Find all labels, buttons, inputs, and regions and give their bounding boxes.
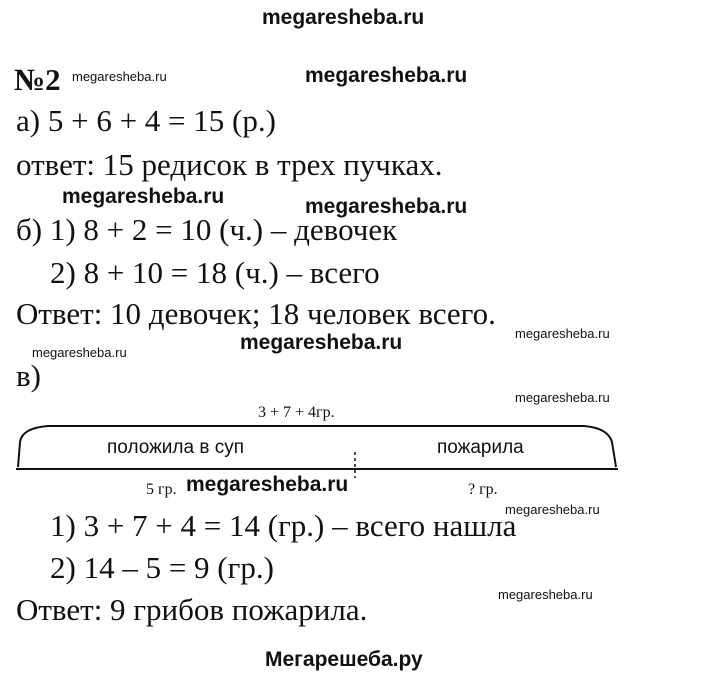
watermark-top: megaresheba.ru — [262, 6, 425, 29]
watermark: megaresheba.ru — [498, 587, 593, 602]
part-b-step2: 2) 8 + 10 = 18 (ч.) – всего — [50, 255, 380, 290]
part-b-step1: б) 1) 8 + 2 = 10 (ч.) – девочек — [16, 212, 398, 247]
diagram-left-label: положила в суп — [107, 437, 245, 458]
watermark: megaresheba.ru — [305, 64, 468, 87]
diagram-right-value: ? гр. — [468, 481, 498, 498]
footer-brand: Мегарешеба.ру — [265, 648, 423, 671]
part-a-answer: ответ: 15 редисок в трех пучках. — [16, 147, 443, 182]
watermark: megaresheba.ru — [32, 345, 127, 360]
watermark: megaresheba.ru — [505, 502, 600, 517]
diagram-total-label: 3 + 7 + 4гр. — [258, 404, 335, 421]
watermark: megaresheba.ru — [72, 69, 167, 84]
watermark: megaresheba.ru — [62, 185, 225, 208]
part-v-step2: 2) 14 – 5 = 9 (гр.) — [50, 550, 274, 585]
task-number: №2 — [14, 62, 61, 97]
watermark: megaresheba.ru — [305, 195, 468, 218]
part-a-equation: а) 5 + 6 + 4 = 15 (р.) — [16, 103, 276, 138]
part-v-step1: 1) 3 + 7 + 4 = 14 (гр.) – всего нашла — [50, 508, 517, 543]
watermark: megaresheba.ru — [515, 390, 610, 405]
part-v-label: в) — [16, 358, 41, 393]
diagram-left-value: 5 гр. — [146, 481, 177, 498]
watermark: megaresheba.ru — [240, 331, 403, 354]
diagram-right-label: пожарила — [437, 437, 524, 458]
part-b-answer: Ответ: 10 девочек; 18 человек всего. — [16, 296, 496, 331]
watermark: megaresheba.ru — [186, 473, 349, 496]
watermark: megaresheba.ru — [515, 326, 610, 341]
part-v-answer: Ответ: 9 грибов пожарила. — [16, 592, 368, 627]
